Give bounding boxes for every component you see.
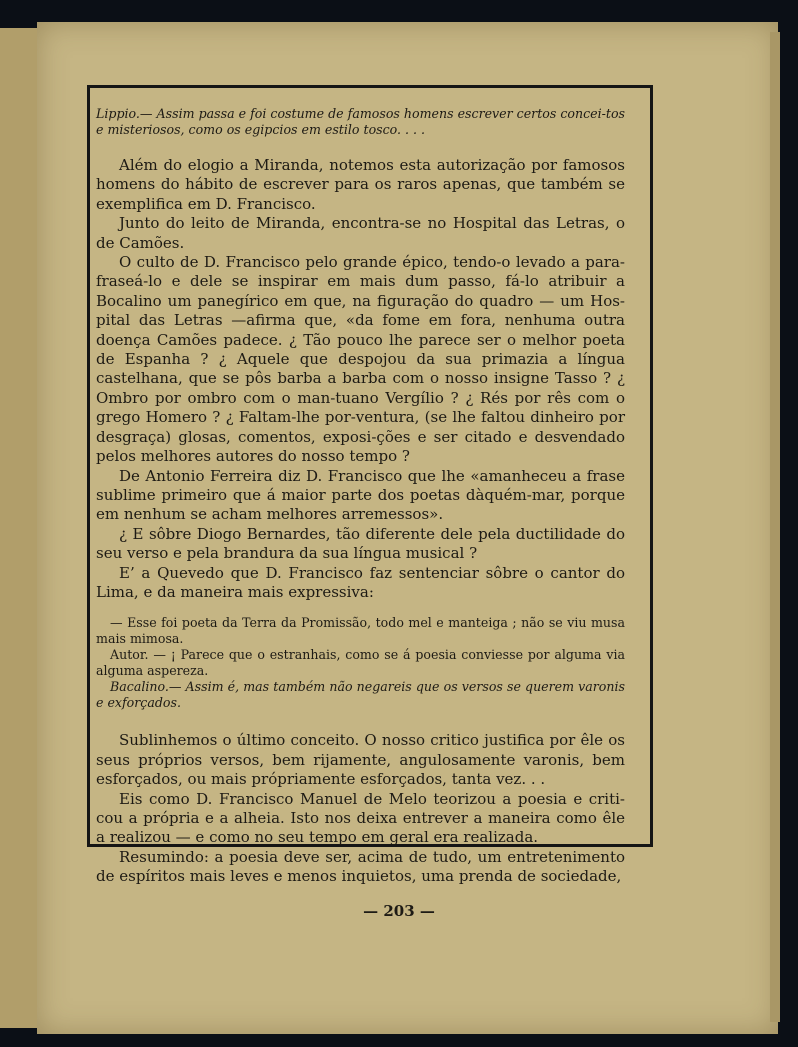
previous-page-edge [0,28,40,1028]
quote-line: Bacalino.— Assim é, mas também não negareis que os versos se querem varonis e exforçados. [96,679,625,711]
paragraph: Além do elogio a Miranda, notemos esta autorização por famosos homens do hábito de escrever para os raros apenas, que também se exemplifica em D. Francisco. [96,156,625,213]
paragraph: Resumindo: a poesia deve ser, acima de tudo, um entretenimento de espíritos mais leves e menos inquietos, uma prenda de sociedade, [96,847,625,886]
paragraph: O culto de D. Francisco pelo grande épico, tendo-o levado a para-fraseá-lo e dele se inspirar em mais dum passo, fá-lo atribuir a Bocalino um panegírico em que, na figuração do quadro — um Hos-pital das Letras —afirma que, «da fome em fora, nenhuma outra doença Camões padece. ¿ Tão pouco lhe parece ser o melhor poeta de Espanha ? ¿ Aquele que despojou da sua primazia a língua castelhana, que se pôs barba a barba com o nosso insigne Tasso ? ¿ Ombro por ombro com o man-tuano Vergílio ? ¿ Rés por rês com o grego Homero ? ¿ Faltam-lhe por-ventura, (se lhe faltou dinheiro por desgraça) glosas, comentos, exposi-ções e ser citado e desvendado pelos melhores autores do nosso tempo ? [96,253,625,466]
quote-line: Autor. — ¡ Parece que o estranhais, como se á poesia conviesse por alguma via alguma aspereza. [96,647,625,679]
top-quote-text: Assim passa e foi costume de famosos homens escrever certos concei-tos e misteriosos, como os egipcios em estilo tosco. . . . [96,106,625,137]
paragraph: De Antonio Ferreira diz D. Francisco que lhe «amanheceu a frase sublime primeiro que á maior parte dos poetas dàquém-mar, porque em nenhum se acham melhores arremessos». [96,466,625,524]
top-quote-speaker: Lippio.— [96,106,153,121]
quote-block [96,615,625,711]
paragraph: Sublinhemos o último conceito. O nosso critico justifica por êle os seus próprios versos, bem rijamente, angulosamente varonis, bem esforçados, ou mais própriamente esforçados, tanta vez. . . [96,731,625,789]
paragraph: E’ a Quevedo que D. Francisco faz sentenciar sôbre o cantor do Lima, e da maneira mais expressiva: [96,563,625,601]
top-quote [96,106,625,138]
paragraph: Eis como D. Francisco Manuel de Melo teorizou a poesia e criti-cou a própria e a alheia. Isto nos deixa entrever a maneira como êle a realizou — e como no seu tempo em geral era realizada. [96,789,625,847]
page-content [96,106,625,887]
quote-line: — Esse foi poeta da Terra da Promissão, todo mel e manteiga ; não se viu musa mais mimosa. [96,615,625,647]
paragraph: ¿ E sôbre Diogo Bernardes, tão diferente dele pela ductilidade do seu verso e pela brandura da sua língua musical ? [96,524,625,563]
page-right-edge [770,32,780,1022]
paragraph: Junto do leito de Miranda, encontra-se no Hospital das Letras, o de Camões. [96,214,625,252]
page-number: — 203 — [363,902,435,920]
